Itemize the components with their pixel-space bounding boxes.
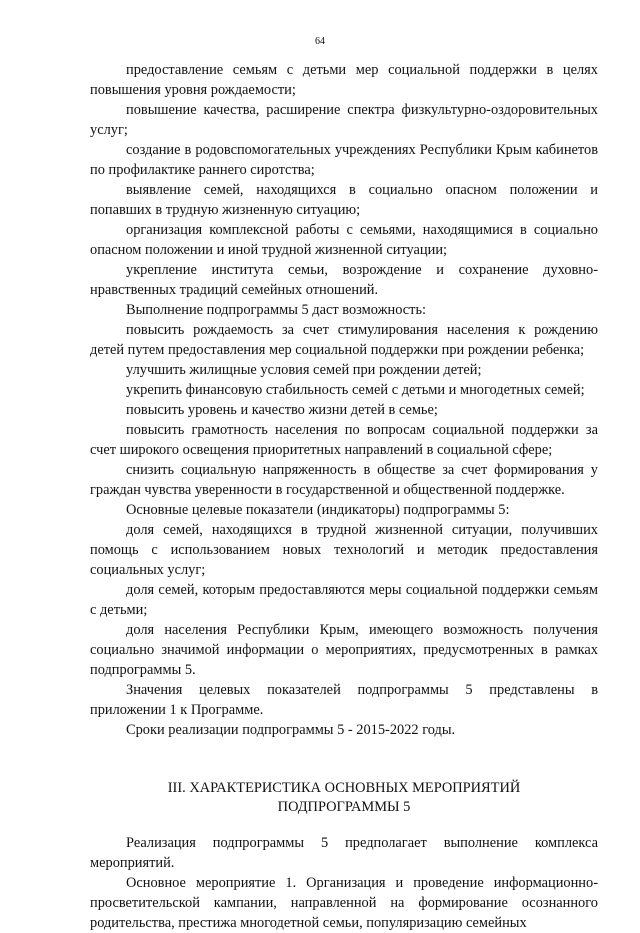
paragraph: Реализация подпрограммы 5 предполагает выполнение комплекса мероприятий.	[90, 835, 598, 871]
paragraph: повысить грамотность населения по вопросам социальной поддержки за счет широкого освещения приоритетных направлений в социальной сфере;	[90, 422, 598, 458]
paragraph: организация комплексной работы с семьями, находящимися в социально опасном положении и иной трудной жизненной ситуации;	[90, 222, 598, 258]
paragraph: снизить социальную напряженность в обществе за счет формирования у граждан чувства уверенности в государственной и общественной поддержке.	[90, 462, 598, 498]
section-heading-line-2: ПОДПРОГРАММЫ 5	[277, 799, 411, 815]
paragraph: укрепить финансовую стабильность семей с детьми и многодетных семей;	[126, 382, 585, 398]
paragraph: повышение качества, расширение спектра физкультурно-оздоровительных услуг;	[90, 102, 598, 138]
section-heading-line-1: III. ХАРАКТЕРИСТИКА ОСНОВНЫХ МЕРОПРИЯТИЙ	[167, 780, 521, 796]
paragraph: повысить рождаемость за счет стимулирования населения к рождению детей путем предоставления мер социальной поддержки при рождении ребенка;	[90, 322, 598, 358]
paragraph: предоставление семьям с детьми мер социальной поддержки в целях повышения уровня рождаемости;	[90, 62, 598, 98]
spacer	[90, 740, 598, 779]
paragraph: доля населения Республики Крым, имеющего возможность получения социально значимой информации о мероприятиях, предусмотренных в рамках подпрограммы 5.	[90, 622, 598, 678]
paragraph: доля семей, находящихся в трудной жизненной ситуации, получивших помощь с использованием новых технологий и методик предоставления социальных услуг;	[90, 522, 598, 578]
page-number: 64	[315, 36, 325, 47]
paragraph: Основные целевые показатели (индикаторы) подпрограммы 5:	[126, 502, 510, 518]
paragraph: улучшить жилищные условия семей при рождении детей;	[126, 362, 482, 378]
spacer	[90, 817, 598, 833]
paragraph: Основное мероприятие 1. Организация и проведение информационно-просветительской кампании, направленной на формирование осознанного родительства, престижа многодетной семьи, популяризацию семейных	[90, 875, 598, 931]
paragraph: Значения целевых показателей подпрограммы 5 представлены в приложении 1 к Программе.	[90, 682, 598, 718]
paragraph: доля семей, которым предоставляются меры социальной поддержки семьям с детьми;	[90, 582, 598, 618]
paragraph: выявление семей, находящихся в социально опасном положении и попавших в трудную жизненную ситуацию;	[90, 182, 598, 218]
paragraph: повысить уровень и качество жизни детей в семье;	[126, 402, 438, 418]
page-content	[90, 60, 598, 933]
paragraph: Выполнение подпрограммы 5 даст возможность:	[126, 302, 427, 318]
paragraph: Сроки реализации подпрограммы 5 - 2015-2022 годы.	[126, 722, 456, 738]
paragraph: создание в родовспомогательных учреждениях Республики Крым кабинетов по профилактике раннего сиротства;	[90, 142, 598, 178]
paragraph: укрепление института семьи, возрождение и сохранение духовно-нравственных традиций семейных отношений.	[90, 262, 598, 298]
